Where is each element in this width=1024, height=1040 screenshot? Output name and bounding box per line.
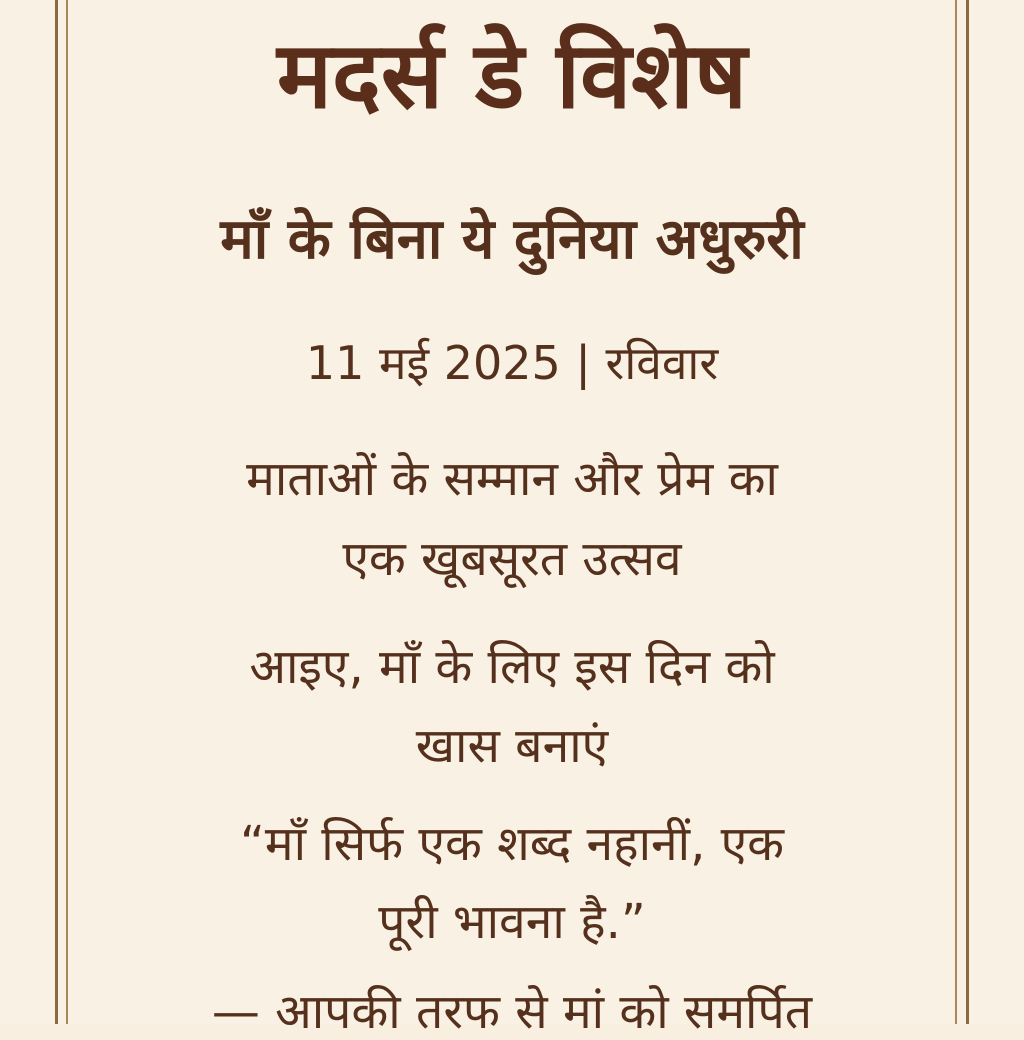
poster-subtitle: माँ के बिना ये दुनिया अधुरुरी	[220, 207, 804, 272]
event-date: 11 मई 2025 | रविवार	[305, 336, 719, 390]
dedication-line: — आपकी तरफ से मां को समर्पित	[211, 984, 813, 1040]
left-inner-border	[66, 0, 68, 1024]
celebration-text-line-1: माताओं के सम्मान और प्रेम का	[246, 451, 778, 507]
right-inner-border	[955, 0, 957, 1024]
left-outer-border	[55, 0, 58, 1024]
poster-content	[70, 0, 954, 1040]
invitation-text-line-2: खास बनाएं	[415, 718, 609, 774]
celebration-text-line-2: एक खूबसूरत उत्सव	[342, 531, 682, 587]
quote-line-2: पूरी भावना है.”	[378, 894, 646, 950]
right-outer-border	[966, 0, 969, 1024]
invitation-text-line-1: आइए, माँ के लिए इस दिन को	[249, 639, 775, 695]
quote-line-1: “माँ सिर्फ एक शब्द नहानीं, एक	[240, 816, 784, 872]
poster-title: मदर्स डे विशेष	[276, 22, 748, 129]
